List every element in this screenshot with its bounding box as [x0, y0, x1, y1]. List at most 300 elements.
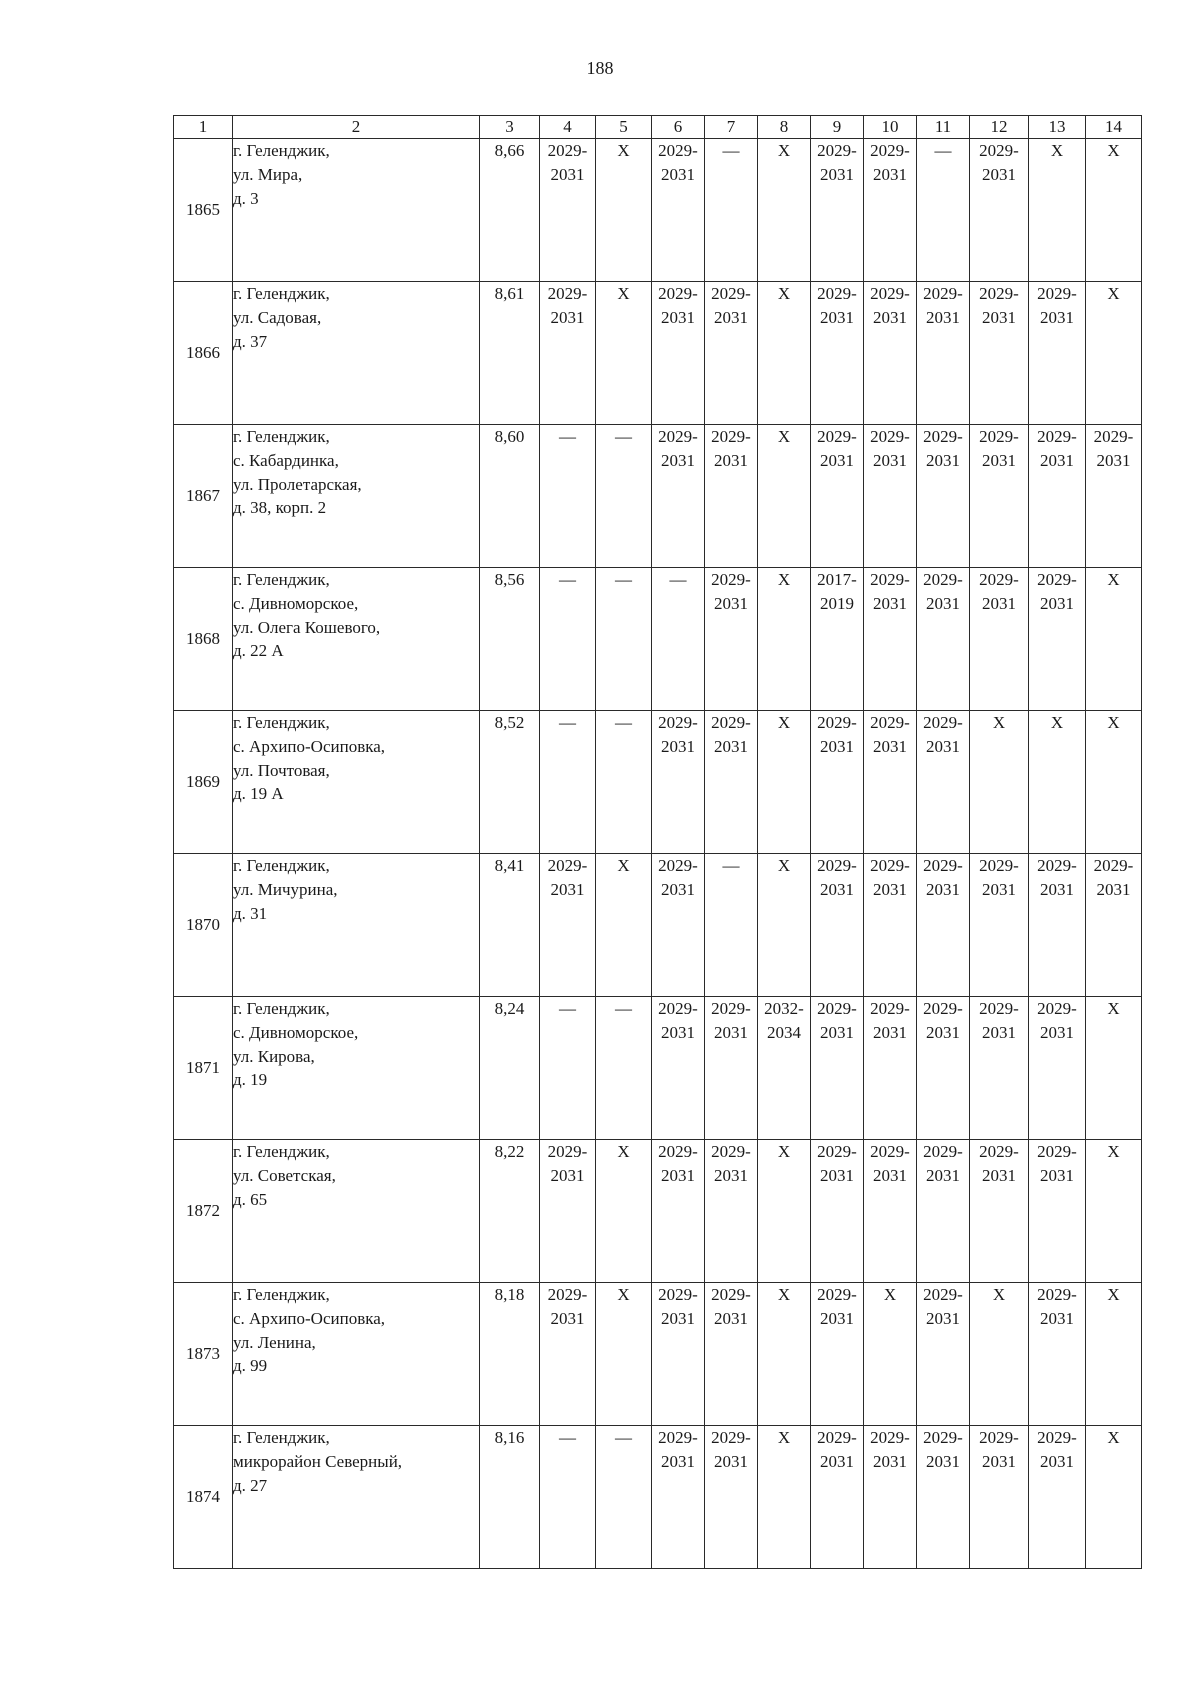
address-line: ул. Олега Кошевого, [233, 617, 381, 637]
period-cell-line: 2029- [979, 570, 1019, 589]
period-cell [917, 997, 970, 1140]
period-cell [596, 282, 652, 425]
period-cell-line: 2029- [979, 856, 1019, 875]
period-cell [917, 711, 970, 854]
period-cell-line: 2029- [1037, 856, 1077, 875]
period-cell-line: 2031 [926, 450, 960, 470]
period-cell [705, 568, 758, 711]
period-cell [970, 568, 1029, 711]
period-cell [1029, 1140, 1086, 1283]
period-cell-line: 2029- [923, 570, 963, 589]
address-cell [233, 425, 480, 568]
period-cell-line: 2029- [870, 141, 910, 160]
period-cell [1029, 425, 1086, 568]
row-number: 1865 [174, 139, 233, 282]
table-row [174, 1283, 1142, 1426]
period-cell-line: Х [777, 1285, 791, 1304]
table-row [174, 1140, 1142, 1283]
period-cell-line: 2031 [820, 879, 854, 899]
period-cell-line: 2029- [1093, 856, 1134, 875]
period-cell-line: 2029- [658, 999, 698, 1018]
period-cell [652, 711, 705, 854]
row-number: 1870 [174, 854, 233, 997]
period-cell-line: 2032- [764, 999, 804, 1018]
period-cell-line: 2029- [923, 856, 963, 875]
period-cell [864, 1426, 917, 1569]
period-cell [596, 568, 652, 711]
column-header: 1 [174, 116, 233, 139]
period-cell-line: 2031 [661, 879, 695, 899]
period-cell-line: 2029- [817, 1285, 857, 1304]
address-line: с. Дивноморское, [233, 1022, 359, 1042]
column-header: 3 [480, 116, 540, 139]
period-cell-line: 2029- [923, 1142, 963, 1161]
value-cell: 8,16 [480, 1426, 540, 1569]
period-cell-line: 2029- [979, 1142, 1019, 1161]
period-cell [652, 1283, 705, 1426]
period-cell [1086, 711, 1142, 854]
address-line: г. Геленджик, [233, 284, 330, 303]
address-cell [233, 282, 480, 425]
period-cell-line: 2031 [714, 1308, 748, 1328]
column-header: 13 [1029, 116, 1086, 139]
period-cell [540, 854, 596, 997]
period-cell-line: — [559, 713, 576, 732]
value-cell: 8,22 [480, 1140, 540, 1283]
period-cell-line: 2031 [820, 1451, 854, 1471]
period-cell-line: 2031 [926, 736, 960, 756]
period-cell [705, 139, 758, 282]
period-cell-line: 2029- [1037, 1142, 1077, 1161]
period-cell-line: 2031 [820, 307, 854, 327]
address-cell [233, 1426, 480, 1569]
address-line: д. 37 [233, 331, 268, 351]
table-body [174, 139, 1142, 1569]
period-cell-line: 2031 [1040, 1451, 1074, 1471]
period-cell-line: Х [1107, 1428, 1120, 1447]
period-cell-line: Х [1107, 713, 1120, 732]
period-cell [596, 1140, 652, 1283]
address-line: ул. Кирова, [233, 1046, 315, 1066]
period-cell-line: 2031 [820, 164, 854, 184]
period-cell-line: 2029- [979, 284, 1019, 303]
period-cell-line: 2031 [982, 307, 1016, 327]
period-cell-line: Х [992, 713, 1006, 732]
period-cell-line: 2031 [982, 593, 1016, 613]
period-cell-line: 2029- [870, 856, 910, 875]
period-cell-line: 2029- [658, 427, 698, 446]
value-cell: 8,41 [480, 854, 540, 997]
period-cell-line: 2029- [1037, 999, 1077, 1018]
period-cell-line: Х [1107, 1142, 1120, 1161]
period-cell-line: Х [777, 1428, 791, 1447]
address-line: ул. Почтовая, [233, 760, 330, 780]
period-cell [1029, 711, 1086, 854]
period-cell-line: 2029- [870, 427, 910, 446]
period-cell [652, 997, 705, 1140]
period-cell [652, 1140, 705, 1283]
table-row [174, 425, 1142, 568]
period-cell-line: Х [1107, 141, 1120, 160]
period-cell-line: Х [777, 713, 791, 732]
address-line: д. 65 [233, 1189, 268, 1209]
period-cell-line: 2031 [873, 164, 907, 184]
period-cell [540, 711, 596, 854]
address-line: микрорайон Северный, [233, 1451, 403, 1471]
period-cell [540, 139, 596, 282]
period-cell [1029, 1426, 1086, 1569]
period-cell-line: 2029- [658, 1142, 698, 1161]
period-cell [917, 425, 970, 568]
address-line: г. Геленджик, [233, 1285, 330, 1304]
period-cell [811, 997, 864, 1140]
period-cell [652, 425, 705, 568]
period-cell [652, 139, 705, 282]
period-cell-line: 2031 [873, 307, 907, 327]
period-cell-line: Х [617, 141, 630, 160]
period-cell-line: 2029- [658, 141, 698, 160]
period-cell [970, 282, 1029, 425]
period-cell-line: 2029- [711, 284, 751, 303]
address-cell [233, 139, 480, 282]
period-cell-line: 2031 [820, 1022, 854, 1042]
table-row [174, 711, 1142, 854]
period-cell-line: Х [1107, 999, 1120, 1018]
period-cell-line: 2031 [1096, 879, 1131, 899]
period-cell [540, 1426, 596, 1569]
period-cell [811, 1426, 864, 1569]
period-cell [596, 997, 652, 1140]
period-cell-line: 2031 [873, 736, 907, 756]
address-line: д. 31 [233, 903, 268, 923]
period-cell-line: — [615, 570, 632, 589]
address-line: г. Геленджик, [233, 570, 330, 589]
address-cell [233, 854, 480, 997]
period-cell-line: 2031 [714, 450, 748, 470]
period-cell [811, 139, 864, 282]
period-cell-line: 2031 [661, 736, 695, 756]
period-cell-line: 2031 [550, 1308, 585, 1328]
period-cell-line: 2029- [547, 856, 588, 875]
period-cell-line: 2029- [817, 713, 857, 732]
period-cell-line: 2029- [923, 1285, 963, 1304]
register-table [173, 115, 1142, 1569]
period-cell-line: 2031 [926, 1022, 960, 1042]
period-cell-line: 2029- [870, 1142, 910, 1161]
address-line: д. 38, корп. 2 [233, 498, 327, 518]
address-line: д. 19 [233, 1070, 268, 1090]
period-cell [705, 1426, 758, 1569]
row-number: 1869 [174, 711, 233, 854]
period-cell-line: 2031 [926, 1308, 960, 1328]
period-cell [917, 282, 970, 425]
period-cell-line: 2031 [714, 1451, 748, 1471]
period-cell-line: 2031 [661, 164, 695, 184]
period-cell-line: 2031 [926, 1451, 960, 1471]
period-cell-line: 2019 [820, 593, 854, 613]
period-cell-line: 2029- [711, 427, 751, 446]
period-cell [811, 711, 864, 854]
period-cell-line: 2029- [923, 284, 963, 303]
period-cell [758, 854, 811, 997]
period-cell-line: 2031 [1040, 1308, 1074, 1328]
period-cell-line: 2031 [873, 1451, 907, 1471]
period-cell-line: 2031 [661, 450, 695, 470]
row-number: 1867 [174, 425, 233, 568]
period-cell [596, 854, 652, 997]
period-cell-line: 2029- [658, 713, 698, 732]
address-line: г. Геленджик, [233, 427, 330, 446]
period-cell [1086, 854, 1142, 997]
period-cell-line: Х [1107, 1285, 1120, 1304]
period-cell [540, 1283, 596, 1426]
period-cell-line: Х [1050, 141, 1064, 160]
value-cell: 8,66 [480, 139, 540, 282]
period-cell-line: 2031 [1040, 450, 1074, 470]
period-cell [811, 1283, 864, 1426]
period-cell [864, 854, 917, 997]
column-header: 9 [811, 116, 864, 139]
period-cell-line: 2031 [873, 1165, 907, 1185]
period-cell-line: 2031 [926, 1165, 960, 1185]
column-header: 2 [233, 116, 480, 139]
period-cell-line: 2029- [923, 713, 963, 732]
period-cell-line: 2029- [1093, 427, 1134, 446]
period-cell [758, 711, 811, 854]
period-cell-line: — [934, 141, 952, 160]
period-cell-line: 2029- [711, 1142, 751, 1161]
period-cell-line: Х [777, 427, 791, 446]
period-cell [811, 568, 864, 711]
period-cell-line: — [559, 1428, 576, 1447]
row-number: 1868 [174, 568, 233, 711]
period-cell-line: Х [1050, 713, 1064, 732]
period-cell-line: Х [617, 1142, 630, 1161]
period-cell-line: 2031 [1040, 1022, 1074, 1042]
period-cell-line: 2029- [1037, 570, 1077, 589]
column-header: 4 [540, 116, 596, 139]
row-number: 1871 [174, 997, 233, 1140]
period-cell-line: 2029- [711, 713, 751, 732]
column-header: 6 [652, 116, 705, 139]
address-line: с. Архипо-Осиповка, [233, 1308, 386, 1328]
period-cell-line: 2031 [820, 736, 854, 756]
period-cell [758, 1283, 811, 1426]
address-line: ул. Садовая, [233, 307, 322, 327]
period-cell [596, 1283, 652, 1426]
period-cell-line: 2029- [817, 856, 857, 875]
period-cell-line: — [615, 713, 632, 732]
period-cell-line: 2029- [870, 284, 910, 303]
period-cell-line: 2029- [923, 1428, 963, 1447]
address-line: с. Кабардинка, [233, 450, 339, 470]
table-row [174, 282, 1142, 425]
period-cell-line: 2029- [979, 427, 1019, 446]
period-cell [864, 282, 917, 425]
period-cell-line: Х [617, 1285, 630, 1304]
period-cell-line: 2029- [658, 856, 698, 875]
value-cell: 8,61 [480, 282, 540, 425]
address-line: г. Геленджик, [233, 713, 330, 732]
column-header: 14 [1086, 116, 1142, 139]
period-cell [864, 1140, 917, 1283]
period-cell-line: 2031 [661, 1165, 695, 1185]
period-cell-line: 2031 [926, 593, 960, 613]
period-cell [705, 854, 758, 997]
address-line: д. 3 [233, 188, 259, 208]
column-header: 7 [705, 116, 758, 139]
period-cell-line: 2031 [550, 164, 585, 184]
period-cell [1086, 425, 1142, 568]
period-cell-line: Х [777, 570, 791, 589]
period-cell-line: 2029- [1037, 284, 1077, 303]
address-line: д. 27 [233, 1475, 268, 1495]
address-line: ул. Мичурина, [233, 879, 338, 899]
period-cell [1029, 139, 1086, 282]
period-cell-line: — [559, 427, 576, 446]
address-line: г. Геленджик, [233, 856, 330, 875]
period-cell [917, 1283, 970, 1426]
period-cell [758, 1426, 811, 1569]
column-header: 5 [596, 116, 652, 139]
value-cell: 8,52 [480, 711, 540, 854]
address-line: ул. Мира, [233, 164, 303, 184]
value-cell: 8,24 [480, 997, 540, 1140]
period-cell-line: Х [992, 1285, 1006, 1304]
period-cell [864, 997, 917, 1140]
period-cell [970, 425, 1029, 568]
period-cell-line: 2029- [658, 1285, 698, 1304]
period-cell-line: 2029- [870, 999, 910, 1018]
period-cell [864, 1283, 917, 1426]
period-cell-line: 2029- [817, 999, 857, 1018]
period-cell [970, 139, 1029, 282]
address-line: г. Геленджик, [233, 1428, 330, 1447]
period-cell-line: Х [777, 1142, 791, 1161]
address-line: г. Геленджик, [233, 1142, 330, 1161]
period-cell [758, 1140, 811, 1283]
period-cell [596, 425, 652, 568]
period-cell-line: — [615, 1428, 632, 1447]
address-line: ул. Ленина, [233, 1332, 316, 1352]
period-cell-line: 2031 [1040, 879, 1074, 899]
table-row [174, 1426, 1142, 1569]
period-cell [705, 282, 758, 425]
address-cell [233, 711, 480, 854]
period-cell-line: 2031 [661, 1451, 695, 1471]
period-cell-line: Х [777, 141, 791, 160]
period-cell [917, 568, 970, 711]
period-cell [758, 425, 811, 568]
column-header: 11 [917, 116, 970, 139]
period-cell-line: Х [617, 284, 630, 303]
period-cell-line: Х [1107, 284, 1120, 303]
period-cell-line: 2031 [714, 736, 748, 756]
value-cell: 8,18 [480, 1283, 540, 1426]
period-cell-line: 2029- [658, 1428, 698, 1447]
value-cell: 8,60 [480, 425, 540, 568]
period-cell-line: — [722, 856, 740, 875]
period-cell [540, 1140, 596, 1283]
period-cell-line: 2029- [817, 284, 857, 303]
period-cell [864, 711, 917, 854]
value-cell: 8,56 [480, 568, 540, 711]
period-cell-line: 2031 [873, 450, 907, 470]
period-cell-line: 2031 [873, 593, 907, 613]
column-header: 10 [864, 116, 917, 139]
period-cell [1086, 282, 1142, 425]
period-cell-line: 2031 [873, 879, 907, 899]
period-cell-line: 2031 [714, 593, 748, 613]
period-cell-line: 2031 [661, 1308, 695, 1328]
period-cell-line: 2029- [547, 1142, 588, 1161]
period-cell-line: 2029- [979, 999, 1019, 1018]
period-cell-line: 2029- [870, 713, 910, 732]
period-cell-line: 2029- [817, 141, 857, 160]
column-header: 12 [970, 116, 1029, 139]
period-cell-line: 2029- [547, 1285, 588, 1304]
address-line: г. Геленджик, [233, 141, 330, 160]
table-row [174, 997, 1142, 1140]
period-cell-line: 2031 [982, 1451, 1016, 1471]
period-cell [917, 139, 970, 282]
period-cell-line: — [559, 999, 576, 1018]
period-cell [540, 568, 596, 711]
row-number: 1873 [174, 1283, 233, 1426]
period-cell-line: 2029- [711, 1428, 751, 1447]
address-line: с. Архипо-Осиповка, [233, 736, 386, 756]
period-cell [917, 854, 970, 997]
period-cell-line: 2029- [711, 1285, 751, 1304]
address-line: с. Дивноморское, [233, 593, 359, 613]
period-cell [1029, 282, 1086, 425]
period-cell [970, 997, 1029, 1140]
period-cell-line: 2017- [817, 570, 857, 589]
period-cell-line: 2031 [982, 164, 1016, 184]
period-cell-line: 2031 [982, 1165, 1016, 1185]
period-cell [1086, 1140, 1142, 1283]
address-cell [233, 1283, 480, 1426]
table-row [174, 139, 1142, 282]
period-cell-line: 2029- [870, 570, 910, 589]
period-cell-line: Х [777, 856, 791, 875]
period-cell-line: 2029- [979, 1428, 1019, 1447]
period-cell-line: — [615, 999, 632, 1018]
address-line: ул. Советская, [233, 1165, 336, 1185]
period-cell-line: 2031 [926, 307, 960, 327]
page-number: 188 [586, 58, 614, 78]
row-number: 1872 [174, 1140, 233, 1283]
period-cell-line: 2031 [714, 1022, 748, 1042]
period-cell [1086, 1426, 1142, 1569]
address-line: ул. Пролетарская, [233, 474, 362, 494]
address-line: д. 99 [233, 1356, 268, 1376]
period-cell-line: 2031 [661, 307, 695, 327]
address-cell [233, 997, 480, 1140]
period-cell-line: 2031 [982, 450, 1016, 470]
table-row [174, 854, 1142, 997]
period-cell [596, 1426, 652, 1569]
period-cell-line: 2031 [926, 879, 960, 899]
period-cell-line: 2029- [547, 284, 588, 303]
period-cell-line: 2031 [1096, 450, 1131, 470]
period-cell-line: 2031 [714, 307, 748, 327]
period-cell-line: 2029- [817, 427, 857, 446]
period-cell [864, 568, 917, 711]
period-cell-line: 2031 [714, 1165, 748, 1185]
period-cell-line: Х [883, 1285, 897, 1304]
period-cell-line: Х [777, 284, 791, 303]
